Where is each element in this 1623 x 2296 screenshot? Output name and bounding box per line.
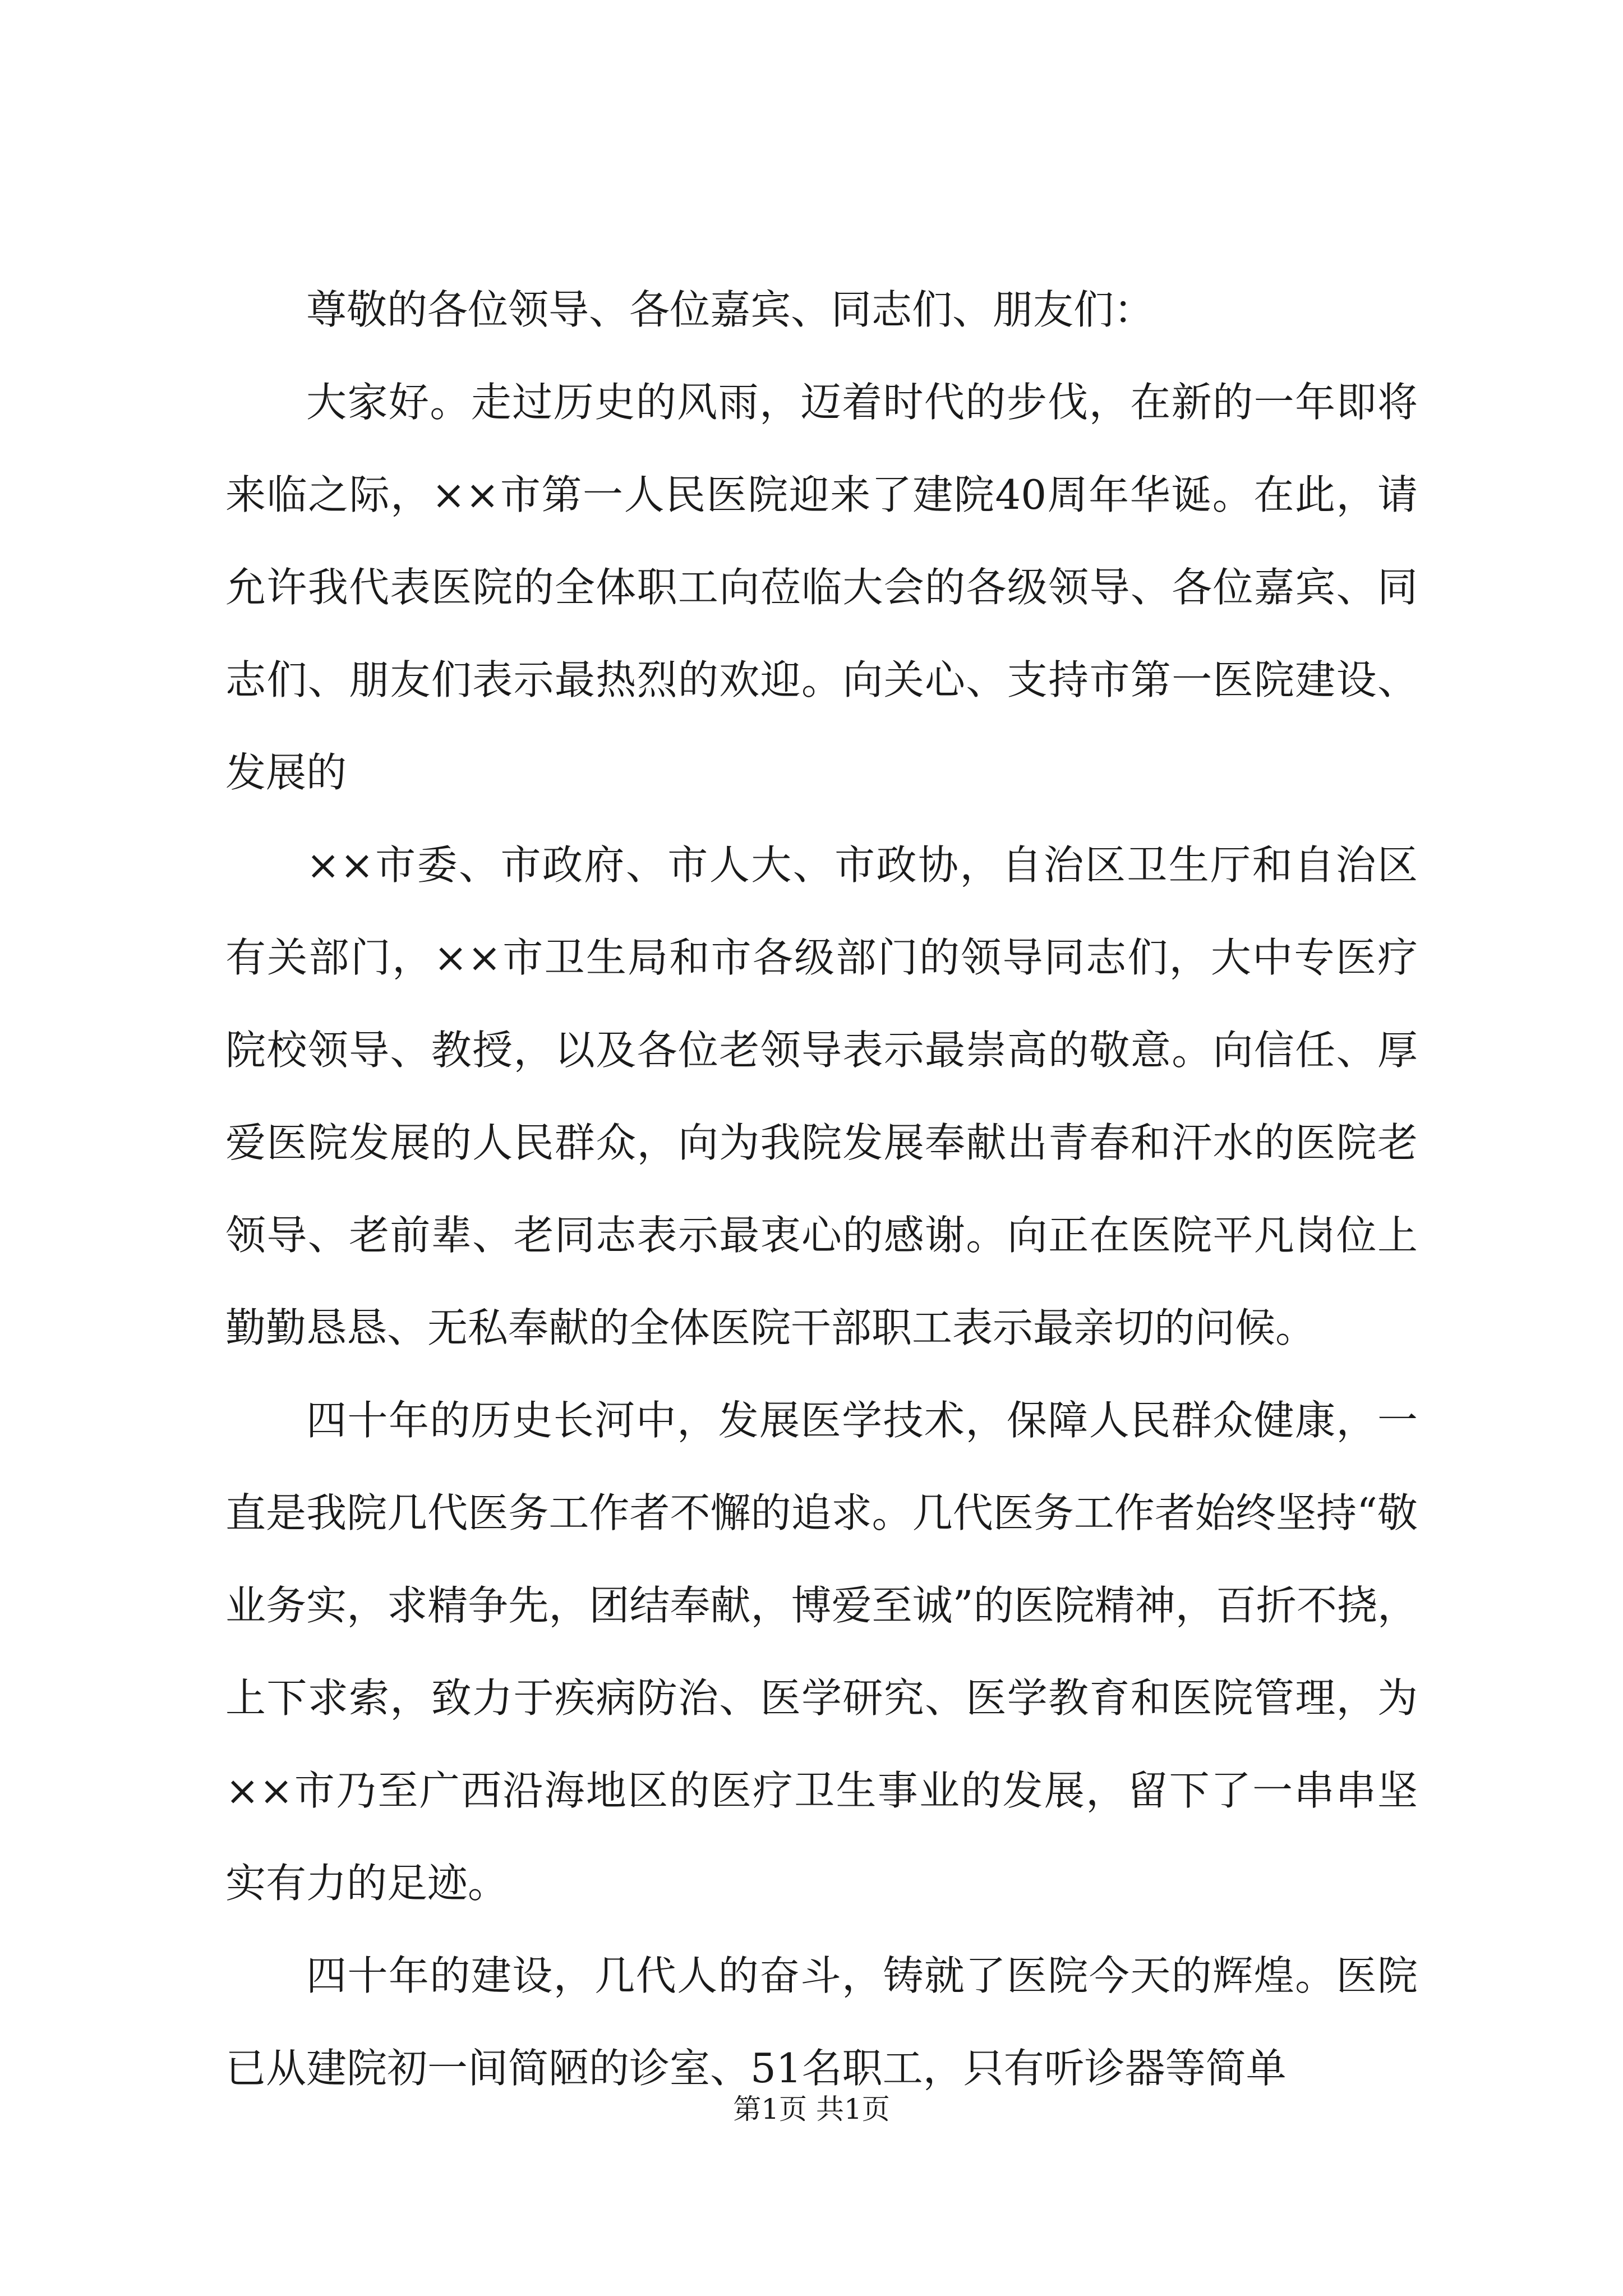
page-number-footer: 第1页 共1页 (733, 2093, 890, 2125)
paragraph-respects: ××市委、市政府、市人大、市政协，自治区卫生厅和自治区有关部门，××市卫生局和市各级部门的领导同志们，大中专医疗院校领导、教授，以及各位老领导表示最崇高的敬意。向信任、厚爱医院发展的人民群众，向为我院发展奉献出青春和汗水的医院老领导、老前辈、老同志表示最衷心的感谢。向正在医院平凡岗位上勤勤恳恳、无私奉献的全体医院干部职工表示最亲切的问候。 (225, 841, 1418, 1351)
paragraph-greeting: 大家好。走过历史的风雨，迈着时代的步伐，在新的一年即将来临之际，××市第一人民医院迎来了建院40周年华诞。在此，请允许我代表医院的全体职工向莅临大会的各级领导、各位嘉宾、同志们、朋友们表示最热烈的欢迎。向关心、支持市第一医院建设、发展的 (225, 379, 1418, 796)
paragraph-development: 四十年的建设，几代人的奋斗，铸就了医院今天的辉煌。医院已从建院初一间简陋的诊室、51名职工，只有听诊器等简单 (225, 1952, 1418, 2092)
salutation: 尊敬的各位领导、各位嘉宾、同志们、朋友们： (306, 286, 1155, 333)
document-body (225, 264, 1418, 2115)
paragraph-history: 四十年的历史长河中，发展医学技术，保障人民群众健康，一直是我院几代医务工作者不懈的追求。几代医务工作者始终坚持“敬业务实，求精争先，团结奉献，博爱至诚”的医院精神，百折不挠，上下求索，致力于疾病防治、医学研究、医学教育和医院管理，为××市乃至广西沿海地区的医疗卫生事业的发展，留下了一串串坚实有力的足迹。 (225, 1397, 1418, 1907)
